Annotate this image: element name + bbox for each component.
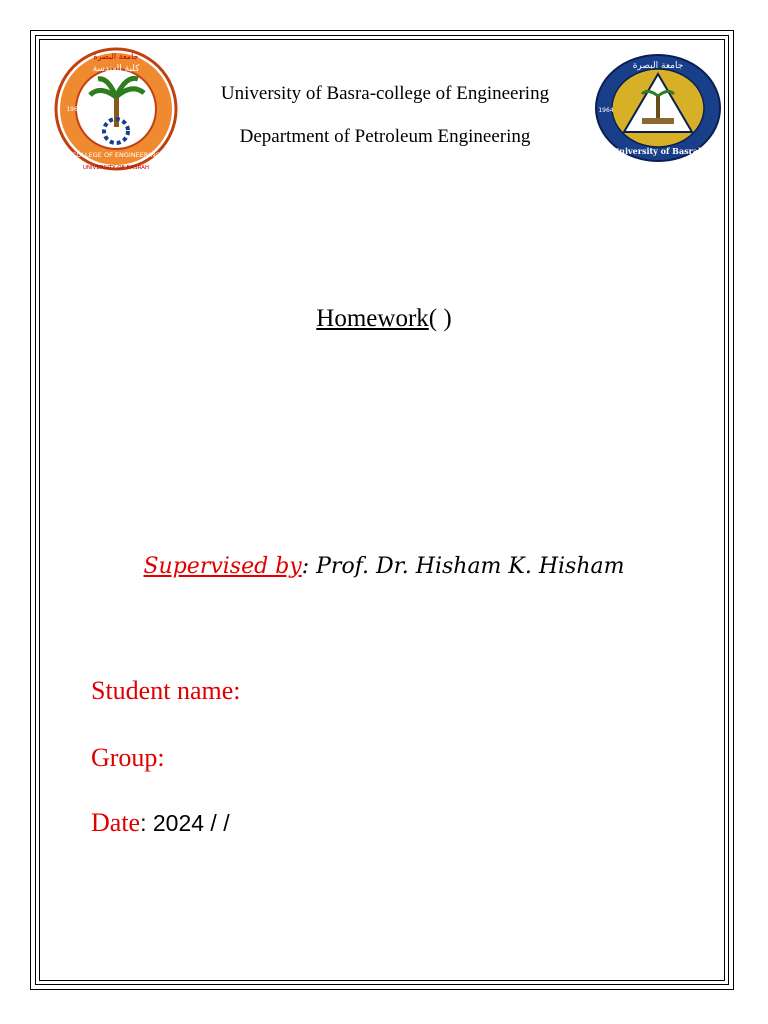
student-name-label: Student name: [91, 676, 241, 705]
seal-left-year: 1964 [66, 106, 82, 113]
university-name: University of Basra-college of Engineering [220, 83, 550, 104]
seal-left-english: COLLEGE OF ENGINEERING [71, 151, 161, 159]
date-line [91, 808, 230, 838]
seal-right-arabic: جامعة البصرة [632, 61, 684, 71]
university-of-basrah-seal-icon [592, 52, 724, 164]
seal-right-english: University of Basrah [612, 146, 704, 156]
homework-word: Homework [316, 305, 429, 332]
group-label: Group: [91, 743, 165, 772]
seal-left-arabic: كلية الهندسة [92, 64, 140, 74]
department-name: Department of Petroleum Engineering [239, 126, 531, 147]
college-of-engineering-seal-icon [52, 45, 180, 173]
seal-right-year: 1964 [598, 107, 614, 114]
supervisor-name: Prof. Dr. Hisham K. Hisham [316, 554, 625, 579]
supervisor-line [0, 554, 768, 579]
seal-left-top-text: جامعة البصرة [93, 52, 139, 61]
seal-left-univ: UNIVERSITY OF BASRAH [82, 165, 150, 171]
homework-title [0, 305, 768, 333]
supervisor-separator: : [301, 554, 317, 579]
date-label: Date [91, 808, 141, 837]
date-value: : 2024 / / [140, 810, 230, 836]
homework-number-placeholder: ( ) [428, 305, 452, 332]
supervised-by-label: Supervised by [143, 554, 302, 579]
page-border-inner-2 [39, 39, 725, 981]
